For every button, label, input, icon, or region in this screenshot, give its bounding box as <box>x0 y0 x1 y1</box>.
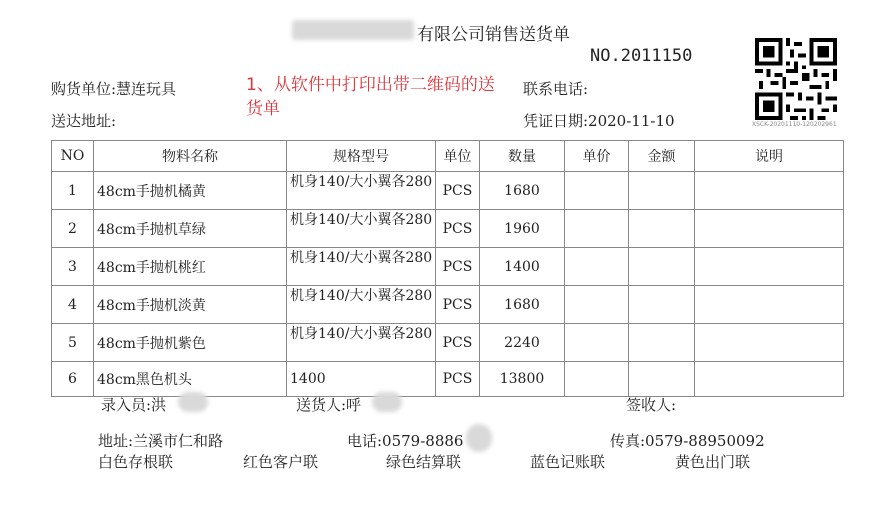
cell-no: 1 <box>52 172 94 210</box>
cell-qty: 2240 <box>480 324 565 362</box>
cell-spec: 机身140/大小翼各280 <box>287 210 436 248</box>
col-header-name: 物料名称 <box>94 141 287 172</box>
redacted-deliverer-name <box>372 392 402 412</box>
cell-note <box>695 172 844 210</box>
cell-no: 5 <box>52 324 94 362</box>
cell-unit: PCS <box>436 324 480 362</box>
table-row <box>52 362 844 397</box>
cell-name: 48cm手抛机草绿 <box>94 210 287 248</box>
col-header-spec: 规格型号 <box>287 141 436 172</box>
redacted-company-name <box>292 20 414 40</box>
cell-unit: PCS <box>436 286 480 324</box>
cell-name: 48cm手抛机橘黄 <box>94 172 287 210</box>
col-header-no: NO <box>52 141 94 172</box>
cell-amount <box>629 210 695 248</box>
cell-name: 48cm黑色机头 <box>94 362 287 397</box>
cell-price <box>565 248 629 286</box>
cell-name: 48cm手抛机紫色 <box>94 324 287 362</box>
table-row <box>52 248 844 286</box>
receiver-label: 签收人: <box>626 396 677 414</box>
table-header-row <box>52 141 844 172</box>
cell-spec: 机身140/大小翼各280 <box>287 286 436 324</box>
cell-qty: 13800 <box>480 362 565 397</box>
cell-unit: PCS <box>436 362 480 397</box>
redacted-tel-digits <box>466 424 492 452</box>
cell-amount <box>629 248 695 286</box>
deliverer-label: 送货人:呼 <box>296 396 362 414</box>
col-header-price: 单价 <box>565 141 629 172</box>
cell-no: 3 <box>52 248 94 286</box>
voucher-date-label: 凭证日期:2020-11-10 <box>523 112 675 130</box>
cell-qty: 1960 <box>480 210 565 248</box>
copy-yellow: 黄色出门联 <box>675 453 751 471</box>
cell-price <box>565 172 629 210</box>
cell-amount <box>629 172 695 210</box>
cell-price <box>565 286 629 324</box>
cell-no: 2 <box>52 210 94 248</box>
cell-unit: PCS <box>436 248 480 286</box>
annotation-note: 1、从软件中打印出带二维码的送货单 <box>246 75 495 119</box>
company-tel: 电话:0579-8886 <box>347 432 464 450</box>
col-header-unit: 单位 <box>436 141 480 172</box>
qr-code-icon <box>755 38 837 120</box>
cell-price <box>565 362 629 397</box>
qr-caption: XSCK-20201110-120202961 <box>752 121 837 128</box>
contact-phone-label: 联系电话: <box>523 80 589 98</box>
cell-note <box>695 362 844 397</box>
cell-price <box>565 210 629 248</box>
col-header-qty: 数量 <box>480 141 565 172</box>
copy-green: 绿色结算联 <box>386 453 462 471</box>
delivery-address-label: 送达地址: <box>51 112 117 130</box>
cell-amount <box>629 286 695 324</box>
goods-table <box>51 140 844 397</box>
table-row <box>52 324 844 362</box>
cell-qty: 1680 <box>480 172 565 210</box>
copy-red: 红色客户联 <box>243 453 319 471</box>
col-header-amount: 金额 <box>629 141 695 172</box>
cell-amount <box>629 324 695 362</box>
copy-blue: 蓝色记账联 <box>530 453 606 471</box>
document-number: NO.2011150 <box>590 46 693 66</box>
cell-name: 48cm手抛机淡黄 <box>94 286 287 324</box>
cell-unit: PCS <box>436 210 480 248</box>
cell-spec: 机身140/大小翼各280 <box>287 248 436 286</box>
cell-spec: 1400 <box>287 362 436 397</box>
table-row <box>52 286 844 324</box>
cell-spec: 机身140/大小翼各280 <box>287 172 436 210</box>
cell-price <box>565 324 629 362</box>
cell-note <box>695 210 844 248</box>
cell-unit: PCS <box>436 172 480 210</box>
cell-spec: 机身140/大小翼各280 <box>287 324 436 362</box>
cell-no: 6 <box>52 362 94 397</box>
company-fax: 传真:0579-88950092 <box>610 432 765 450</box>
col-header-note: 说明 <box>695 141 844 172</box>
cell-note <box>695 248 844 286</box>
document-title: 有限公司销售送货单 <box>417 25 570 45</box>
cell-qty: 1680 <box>480 286 565 324</box>
cell-amount <box>629 362 695 397</box>
table-row <box>52 172 844 210</box>
cell-qty: 1400 <box>480 248 565 286</box>
cell-no: 4 <box>52 286 94 324</box>
copy-white: 白色存根联 <box>98 453 174 471</box>
redacted-entry-name <box>178 392 208 412</box>
buyer-label: 购货单位:慧连玩具 <box>51 80 177 98</box>
table-row <box>52 210 844 248</box>
entry-clerk-label: 录入员:洪 <box>101 396 167 414</box>
cell-name: 48cm手抛机桃红 <box>94 248 287 286</box>
cell-note <box>695 324 844 362</box>
cell-note <box>695 286 844 324</box>
company-address: 地址:兰溪市仁和路 <box>98 432 224 450</box>
